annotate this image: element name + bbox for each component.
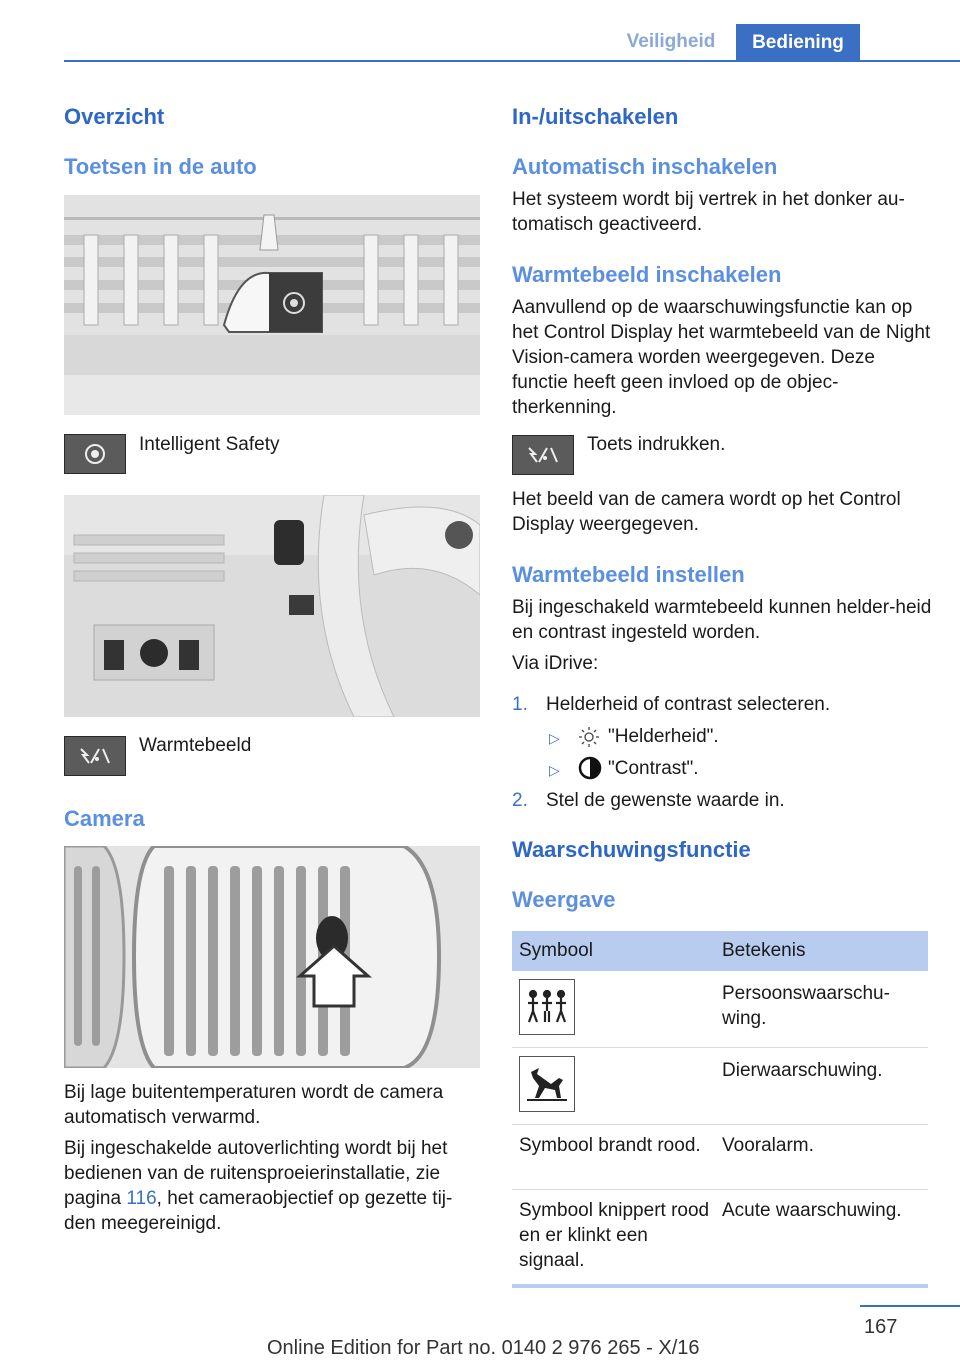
heading-warmtebeeld-inschakelen: Warmtebeeld inschakelen — [512, 262, 782, 287]
table-bottom-rule — [512, 1284, 928, 1288]
page-link-116[interactable]: 116 — [126, 1188, 157, 1209]
warmtebeeld-inschakelen-text: Aanvullend op de waarschuwingsfunctie kan op het Control Display het warmtebeeld van de Night Vision-camera worden weergegeven. Deze functie heeft geen invloed op de objec-therkenning. — [512, 297, 931, 418]
footer-edition: Online Edition for Part no. 0140 2 976 265 - X/16 — [267, 1337, 700, 1359]
heading-waarschuwingsfunctie: Waarschuwingsfunctie — [512, 837, 751, 862]
bullet-triangle-2: ▷ — [549, 762, 560, 778]
table-cell-symbol — [519, 1056, 575, 1112]
camera-heating-text: Bij lage buitentemperaturen wordt de camera automatisch verwarmd. — [64, 1082, 444, 1128]
table-cell-symbol: Symbool knippert rood en er klinkt een signaal. — [519, 1200, 710, 1271]
table-row — [512, 1190, 928, 1284]
table-cell-meaning: Persoonswaarschu-wing. — [722, 983, 890, 1029]
contrast-icon — [578, 756, 602, 780]
brightness-icon — [578, 726, 600, 748]
night-vision-icon — [64, 736, 126, 776]
heading-weergave: Weergave — [512, 887, 616, 912]
sub-helderheid: "Helderheid". — [608, 726, 719, 747]
steering-wheel-photo — [64, 495, 480, 717]
table-cell-meaning: Dierwaarschuwing. — [722, 1060, 883, 1081]
toets-indrukken-text: Toets indrukken. — [587, 434, 726, 455]
table-cell-symbol: Symbool brandt rood. — [519, 1135, 701, 1156]
table-cell-meaning: Vooralarm. — [722, 1135, 814, 1156]
bullet-triangle-1: ▷ — [549, 730, 560, 746]
beeld-text: Het beeld van de camera wordt op het Control Display weergegeven. — [512, 489, 901, 535]
heading-toetsen: Toetsen in de auto — [64, 154, 257, 179]
pedestrian-warning-icon — [519, 979, 575, 1035]
heading-overzicht: Overzicht — [64, 104, 165, 129]
table-row — [512, 1125, 928, 1190]
camera-cleaning-text-a: Bij ingeschakelde autoverlichting wordt bij het bedienen van de ruitensproeierinstallatie, zie pagina — [64, 1138, 448, 1209]
heading-in-uitschakelen: In-/uitschakelen — [512, 104, 679, 129]
table-row — [512, 971, 928, 1048]
camera-cleaning-text-b: , het cameraobjectief op gezette tij-den meegereinigd. — [64, 1188, 453, 1234]
step-1-text: Helderheid of contrast selecteren. — [546, 694, 831, 715]
intelligent-safety-icon — [64, 434, 126, 474]
col-betekenis: Betekenis — [722, 940, 806, 961]
table-cell-meaning: Acute waarschuwing. — [722, 1200, 902, 1221]
page-number: 167 — [864, 1316, 898, 1338]
animal-warning-icon — [519, 1056, 575, 1112]
camera-cleaning-text — [64, 1136, 480, 1236]
instellen-text: Bij ingeschakeld warmtebeeld kunnen helder-heid en contrast ingesteld worden. — [512, 597, 932, 643]
heading-automatisch: Automatisch inschakelen — [512, 154, 778, 179]
label-warmtebeeld: Warmtebeeld — [139, 735, 252, 756]
step-2-number: 2. — [512, 790, 528, 811]
heading-camera: Camera — [64, 806, 145, 831]
footer-rule — [860, 1305, 960, 1307]
step-1-number: 1. — [512, 694, 528, 715]
step-2-text: Stel de gewenste waarde in. — [546, 790, 785, 811]
tab-veiligheid[interactable]: Veiligheid — [626, 31, 716, 52]
label-intelligent-safety: Intelligent Safety — [139, 434, 280, 455]
via-idrive-text: Via iDrive: — [512, 653, 599, 674]
sub-contrast: "Contrast". — [608, 758, 699, 779]
table-row — [512, 1048, 928, 1125]
table-header — [512, 931, 928, 971]
symbol-table — [512, 931, 928, 1288]
header-rule — [64, 60, 960, 62]
tab-bediening[interactable]: Bediening — [736, 24, 860, 62]
auto-text: Het systeem wordt bij vertrek in het donker au-tomatisch geactiveerd. — [512, 189, 905, 235]
dashboard-buttons-photo — [64, 195, 480, 415]
col-symbool: Symbool — [519, 940, 593, 961]
table-cell-symbol — [519, 979, 575, 1035]
night-vision-key-icon — [512, 435, 574, 475]
kidney-grille-photo — [64, 846, 480, 1068]
heading-warmtebeeld-instellen: Warmtebeeld instellen — [512, 562, 745, 587]
